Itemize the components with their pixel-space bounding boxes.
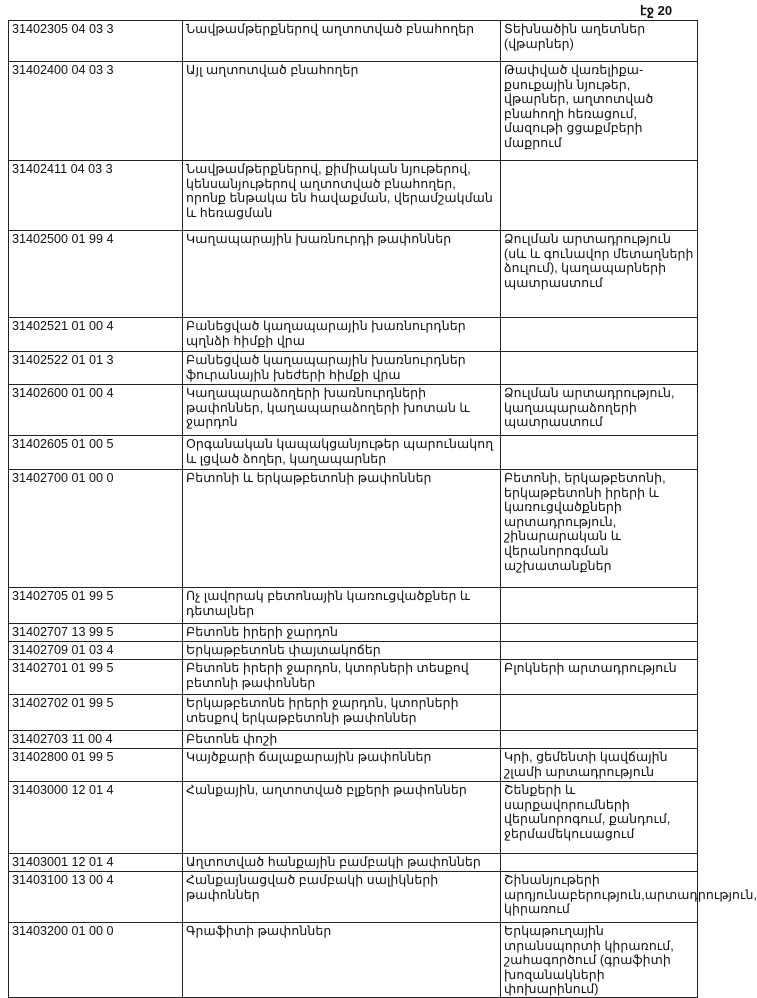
table-row — [9, 872, 698, 923]
waste-source-cell: Տեխնածին աղետներ (վթարներ) — [501, 21, 698, 62]
waste-name-cell: Բետոնե իրերի ջարդոն, կտորների տեսքով բետոնի թափոններ — [183, 660, 501, 695]
table-row — [9, 782, 698, 854]
waste-code-cell: 31402521 01 00 4 — [9, 318, 183, 352]
waste-code-cell: 31403100 13 00 4 — [9, 872, 183, 923]
waste-source-cell — [501, 436, 698, 470]
waste-code-cell: 31402709 01 03 4 — [9, 642, 183, 660]
waste-source-cell: Բլոկների արտադրություն — [501, 660, 698, 695]
waste-source-cell: Երկաթուղային տրանսպորտի կիրառում, շահագործում (գրաֆիտի խոզանակների փոխարինում) — [501, 923, 698, 998]
waste-source-cell: Ձուլման արտադրություն, կաղապարաձողերի պատրաստում — [501, 385, 698, 436]
waste-name-cell: Բանեցված կաղապարային խառնուրդներ պղնձի հիմքի վրա — [183, 318, 501, 352]
table-row — [9, 624, 698, 642]
waste-source-cell: Ձուլման արտադրություն (սև և գունավոր մետաղների ձուլում), կաղապարների պատրաստում — [501, 231, 698, 318]
table-row — [9, 318, 698, 352]
table-row — [9, 854, 698, 872]
table-row — [9, 436, 698, 470]
waste-source-cell — [501, 588, 698, 624]
table-row — [9, 161, 698, 231]
page-number: էջ 20 — [640, 3, 673, 18]
waste-source-cell — [501, 642, 698, 660]
waste-source-cell: Շենքերի և սարքավորումների վերանորոգում, քանդում, ջերմամեկուսացում — [501, 782, 698, 854]
table-row — [9, 749, 698, 782]
waste-name-cell: Բետոնե իրերի ջարդոն — [183, 624, 501, 642]
waste-classification-table — [8, 20, 757, 998]
waste-name-cell: Կաղապարային խառնուրդի թափոններ — [183, 231, 501, 318]
table-row — [9, 660, 698, 695]
waste-code-cell: 31402522 01 01 3 — [9, 352, 183, 385]
waste-name-cell: Բետոնե փոշի — [183, 731, 501, 749]
waste-code-cell: 31402600 01 00 4 — [9, 385, 183, 436]
waste-source-cell: Թափված վառելիքա-քսուքային նյութեր, վթարներ, աղտոտված բնահողի հեռացում, մազութի ցցաքմբերի մաքրում — [501, 62, 698, 161]
waste-source-cell — [501, 854, 698, 872]
table-row — [9, 21, 698, 62]
waste-name-cell: Կայծքարի ճալաքարային թափոններ — [183, 749, 501, 782]
table-row — [9, 385, 698, 436]
waste-name-cell: Երկաթբետոնե փայտակոճեր — [183, 642, 501, 660]
waste-source-cell — [501, 318, 698, 352]
waste-name-cell: Օրգանական կապակցանյութեր պարունակող և լցված ձողեր, կաղապարներ — [183, 436, 501, 470]
waste-name-cell: Այլ աղտոտված բնահողեր — [183, 62, 501, 161]
waste-name-cell: Նավթամթերքներով, քիմիական նյութերով, կենսանյութերով աղտոտված բնահողեր, որոնք ենթակա են հավաքման, վերամշակման և հեռացման — [183, 161, 501, 231]
waste-code-cell: 31402800 01 99 5 — [9, 749, 183, 782]
table-row — [9, 731, 698, 749]
waste-code-cell: 31402400 04 03 3 — [9, 62, 183, 161]
waste-name-cell: Երկաթբետոնե իրերի ջարդոն, կտորների տեսքով երկաթբետոնի թափոններ — [183, 695, 501, 731]
waste-code-cell: 31402705 01 99 5 — [9, 588, 183, 624]
waste-source-cell: Բետոնի, երկաթբետոնի, երկաթբետոնի իրերի և կառուցվածքների արտադրություն, շինարարական և վերանորոգման աշխատանքներ — [501, 470, 698, 588]
waste-code-cell: 31403200 01 00 0 — [9, 923, 183, 998]
waste-name-cell: Բանեցված կաղապարային խառնուրդներ ֆուրանային խեժերի հիմքի վրա — [183, 352, 501, 385]
table-row — [9, 231, 698, 318]
waste-name-cell: Աղտոտված հանքային բամբակի թափոններ — [183, 854, 501, 872]
table-row — [9, 588, 698, 624]
table-row — [9, 923, 698, 998]
waste-code-cell: 31403001 12 01 4 — [9, 854, 183, 872]
table-row — [9, 642, 698, 660]
waste-name-cell: Բետոնի և երկաթբետոնի թափոններ — [183, 470, 501, 588]
table-row — [9, 470, 698, 588]
table-row — [9, 62, 698, 161]
waste-code-cell: 31402703 11 00 4 — [9, 731, 183, 749]
waste-code-cell: 31402305 04 03 3 — [9, 21, 183, 62]
waste-name-cell: Նավթամթերքներով աղտոտված բնահողեր — [183, 21, 501, 62]
waste-source-cell: Շինանյութերի արդյունաբերություն,արտադրություն, կիրառում — [501, 872, 698, 923]
waste-name-cell: Ոչ լավորակ բետոնային կառուցվածքներ և դետալներ — [183, 588, 501, 624]
waste-source-cell — [501, 161, 698, 231]
waste-code-cell: 31402707 13 99 5 — [9, 624, 183, 642]
waste-source-cell: Կրի, ցեմենտի կավճային շլամի արտադրություն — [501, 749, 698, 782]
waste-code-cell: 31403000 12 01 4 — [9, 782, 183, 854]
waste-source-cell — [501, 624, 698, 642]
waste-code-cell: 31402701 01 99 5 — [9, 660, 183, 695]
waste-source-cell — [501, 695, 698, 731]
waste-source-cell — [501, 731, 698, 749]
waste-code-cell: 31402700 01 00 0 — [9, 470, 183, 588]
waste-name-cell: Կաղապարաձողերի խառնուրդների թափոններ, կաղապարաձողերի խոտան և ջարդոն — [183, 385, 501, 436]
table-row — [9, 352, 698, 385]
waste-code-cell: 31402605 01 00 5 — [9, 436, 183, 470]
table-row — [9, 695, 698, 731]
waste-name-cell: Հանքայնացված բամբակի սալիկների թափոններ — [183, 872, 501, 923]
waste-code-cell: 31402702 01 99 5 — [9, 695, 183, 731]
waste-code-cell: 31402411 04 03 3 — [9, 161, 183, 231]
waste-name-cell: Հանքային, աղտոտված բլքերի թափոններ — [183, 782, 501, 854]
waste-source-cell — [501, 352, 698, 385]
waste-code-cell: 31402500 01 99 4 — [9, 231, 183, 318]
waste-name-cell: Գրաֆիտի թափոններ — [183, 923, 501, 998]
